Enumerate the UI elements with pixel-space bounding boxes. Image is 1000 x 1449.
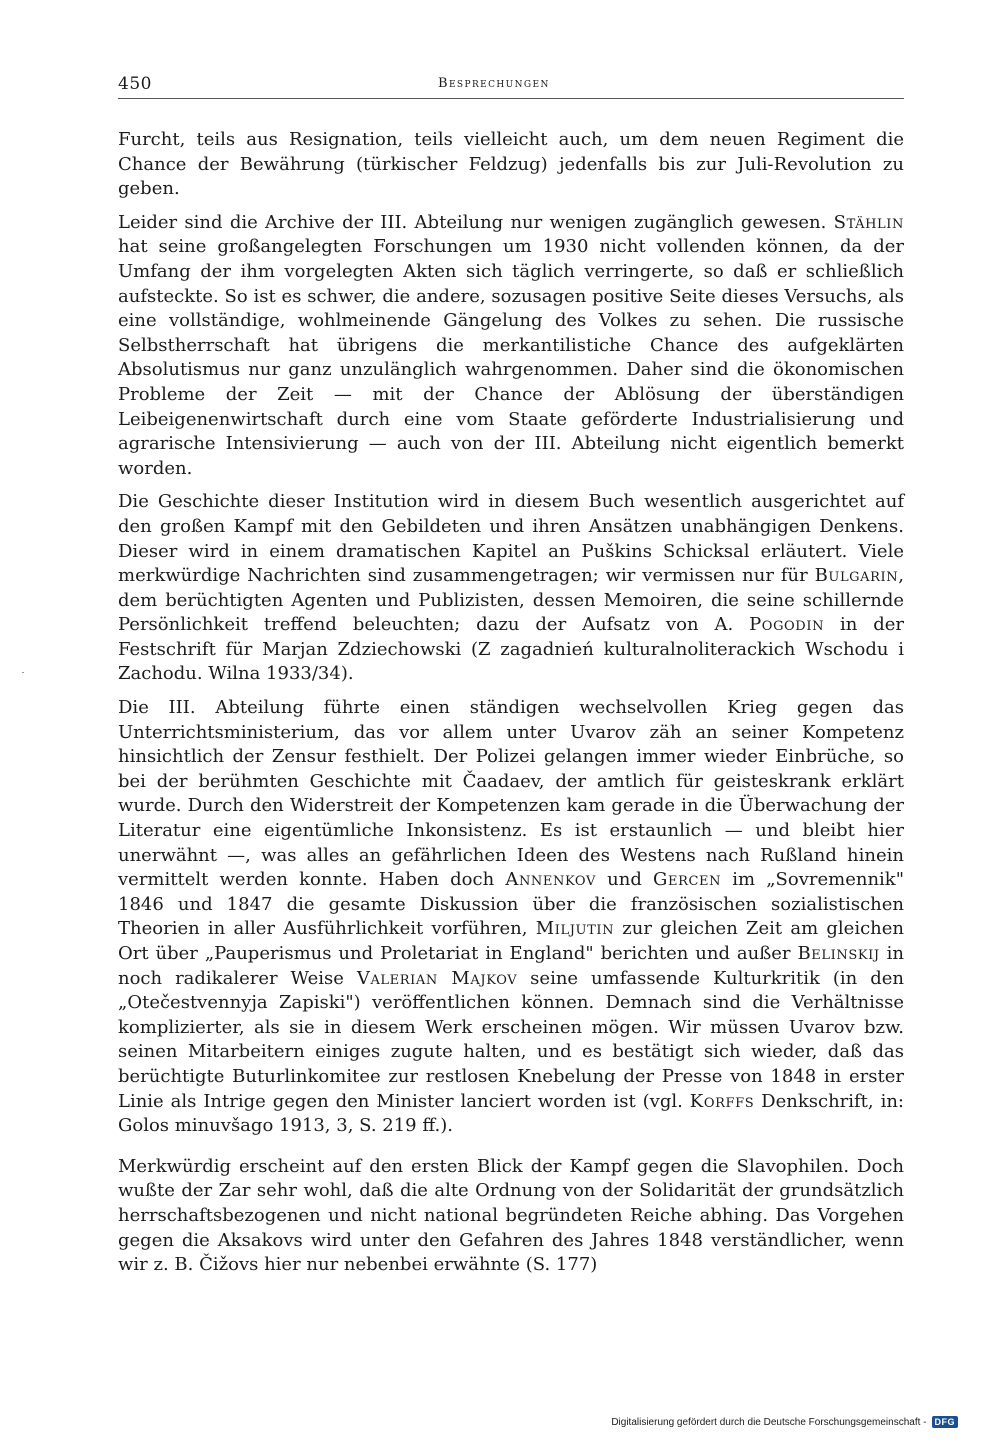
page-number: 450: [118, 74, 152, 94]
author-name-miljutin: Miljutin: [535, 918, 615, 940]
paragraph-3-text-3: in der Festschrift für Marjan Zdziechowski (Z zagadnień kulturalnoliterackich Wschodu i Zachodu. Wilna 1933/34).: [118, 614, 905, 685]
footer-text: Digitalisierung gefördert durch die Deutsche Forschungsgemeinschaft -: [611, 1416, 927, 1428]
margin-mark: [22, 672, 24, 673]
author-name-majkov: Valerian Majkov: [356, 967, 518, 989]
paragraph-4-text-3: im „Sovremennik" 1846 und 1847 die gesamte Diskussion über die französischen sozialistischen Theorien in aller Ausführlichkeit vorführen,: [118, 869, 904, 940]
paragraph-1: Furcht, teils aus Resignation, teils vielleicht auch, um dem neuen Regiment die Chance der Bewährung (türkischer Feldzug) jedenfalls bis zur Juli-Revolution zu geben.: [118, 129, 904, 200]
paragraph-3-text-1: Die Geschichte dieser Institution wird in diesem Buch wesentlich ausgerichtet auf den großen Kampf mit den Gebildeten und ihren Ansätzen unabhängigen Denkens. Dieser wird in einem dramatischen Kapitel an Puškins Schicksal erläutert. Viele merkwürdige Nachrichten sind zusammengetragen; wir vermissen nur für: [118, 491, 904, 587]
author-name-belinskij: Belinskij: [797, 943, 880, 964]
paragraph-4-text-2: und: [595, 869, 653, 891]
paragraph-3: [118, 490, 904, 687]
paragraph-4-text-1: Die III. Abteilung führte einen ständigen wechselvollen Krieg gegen das Unterrichtsministerium, das vor allem unter Uvarov zäh an seiner Kompetenz hinsichtlich der Zensur festhielt. Der Polizei gelangen immer wieder Einbrüche, so bei der berühmten Geschichte mit Čaadaev, der amtlich für geisteskrank erklärt wurde. Durch den Widerstreit der Kompetenzen kam gerade in die Überwachung der Literatur eine eigentümliche Inkonsistenz. Es ist erstaunlich — und bleibt hier unerwähnt —, was alles an gefährlichen Ideen des Westens nach Rußland hinein vermittelt werden konnte. Haben doch: [118, 697, 904, 891]
dfg-logo: DFG: [932, 1416, 959, 1428]
paragraph-4: [118, 696, 904, 1139]
body-text: [118, 128, 904, 1287]
paragraph-4-text-6: seine umfassende Kulturkritik (in den „Otečestvennyja Zapiski") veröffentlichen können. Demnach sind die Verhältnisse komplizierter, als sie in diesem Werk erscheinen mögen. Wir müssen Uvarov bzw. seinen Mitarbeitern einiges zugute halten, und es bestätigt sich wieder, daß das berüchtigte Buturlinkomitee zur restlosen Knebelung der Presse von 1848 in erster Linie als Intrige gegen den Minister lanciert worden ist (vgl.: [118, 967, 904, 1112]
author-name-gercen: Gercen: [653, 869, 722, 891]
author-name-annenkov: Annenkov: [505, 869, 596, 891]
author-name-pogodin: Pogodin: [749, 614, 825, 636]
author-name-korff: Korffs: [689, 1090, 755, 1112]
paragraph-2-text-1: Leider sind die Archive der III. Abteilung nur wenigen zugänglich gewesen.: [118, 211, 834, 233]
page-header: [118, 72, 904, 99]
paragraph-3-text-2: , dem berüchtigten Agenten und Publizisten, dessen Memoiren, die seine schillernde Persönlichkeit treffend beleuchten; dazu der Aufsatz von A.: [118, 565, 904, 636]
paragraph-4-text-7: Denkschrift, in: Golos minuvšago 1913, 3, S. 219 ff.).: [118, 1090, 904, 1137]
running-head: Besprechungen: [438, 76, 550, 91]
paragraph-4-text-5: in noch radikalerer Weise: [118, 943, 904, 989]
author-name-bulgarin: Bulgarin: [814, 565, 899, 587]
paragraph-5: Merkwürdig erscheint auf den ersten Blick der Kampf gegen die Slavophilen. Doch wußte der Zar sehr wohl, daß die alte Ordnung von der Solidarität der grundsätzlich herrschaftsbezogenen und nicht national begründeten Reiche abhing. Das Vorgehen gegen die Aksakovs wird unter den Gefahren des Jahres 1848 verständlicher, wenn wir z. B. Čižovs hier nur nebenbei erwähnte (S. 177): [118, 1155, 904, 1276]
author-name-staehlin: Stählin: [833, 211, 904, 233]
digitization-footer: [611, 1415, 958, 1429]
paragraph-4-text-4: zur gleichen Zeit am gleichen Ort über „Pauperismus und Proletariat in England" berichten und außer: [118, 918, 905, 964]
paragraph-2-text-2: hat seine großangelegten Forschungen um 1930 nicht vollenden können, da der Umfang der ihm vorgelegten Akten sich täglich verringerte, so daß er schließlich aufsteckte. So ist es schwer, die andere, sozusagen positive Seite dieses Versuchs, als eine vollständige, wohlmeinende Gängelung des Volkes zu sehen. Die russische Selbstherrschaft hat übrigens die merkantilistiche Chance des aufgeklärten Absolutismus nur ganz unzulänglich wahrgenommen. Daher sind die ökonomischen Probleme der Zeit — mit der Chance der Ablösung der überständigen Leibeigenenwirtschaft durch eine vom Staate geförderte Industrialisierung und agrarische Intensivierung — auch von der III. Abteilung nicht eigentlich bemerkt worden.: [118, 236, 904, 479]
paragraph-2: [118, 211, 904, 482]
